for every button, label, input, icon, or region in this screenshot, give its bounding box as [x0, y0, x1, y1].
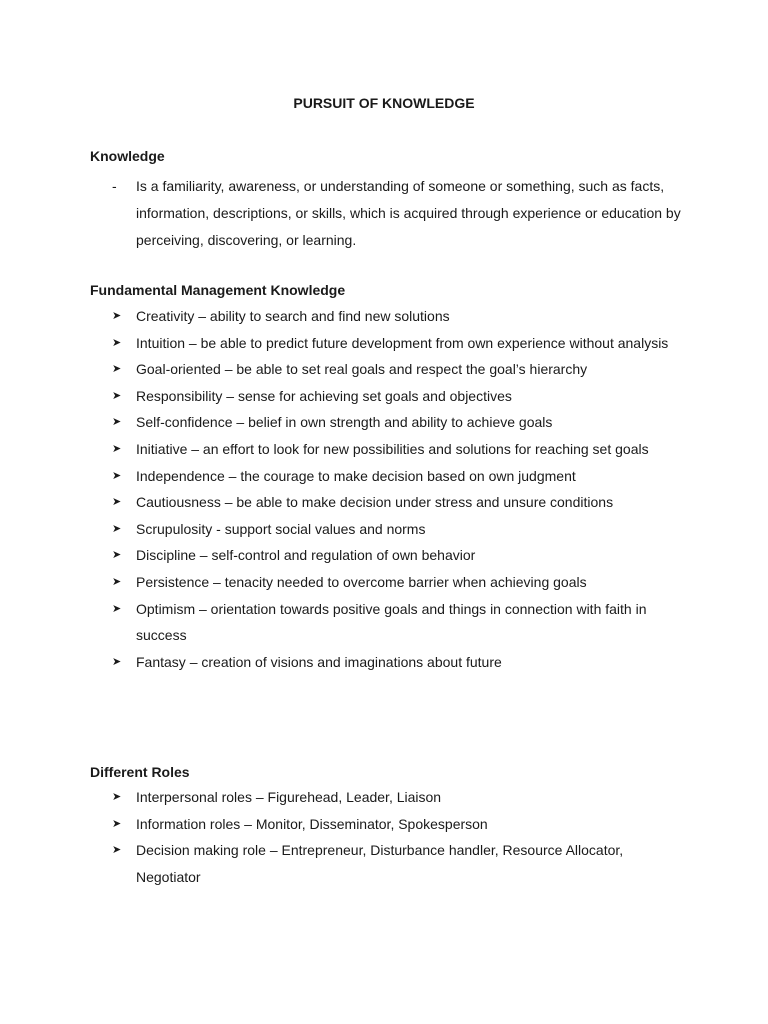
different-roles-list [90, 784, 690, 890]
heading-fundamental-management-knowledge: Fundamental Management Knowledge [90, 282, 346, 298]
arrow-bullet-icon: ➤ [112, 655, 122, 668]
list-item: ➤ Creativity – ability to search and find new solutions [90, 303, 690, 330]
list-item: ➤ Decision making role – Entrepreneur, Disturbance handler, Resource Allocator, Negotiator [90, 837, 690, 890]
arrow-bullet-icon: ➤ [112, 791, 122, 803]
list-item: ➤ Information roles – Monitor, Disseminator, Spokesperson [90, 811, 690, 838]
list-item: ➤ Discipline – self-control and regulation of own behavior [90, 542, 690, 569]
arrow-bullet-icon: ➤ [112, 336, 122, 349]
arrow-bullet-icon: ➤ [112, 469, 122, 482]
heading-different-roles: Different Roles [90, 764, 190, 780]
arrow-bullet-icon: ➤ [112, 442, 122, 455]
arrow-bullet-icon: ➤ [112, 575, 122, 588]
arrow-bullet-icon: ➤ [112, 817, 122, 830]
list-item: ➤ Interpersonal roles – Figurehead, Leader, Liaison [90, 784, 690, 811]
list-item: ➤ Initiative – an effort to look for new possibilities and solutions for reaching set goals [90, 436, 690, 463]
list-item: ➤ Intuition – be able to predict future development from own experience without analysis [90, 330, 690, 357]
heading-knowledge: Knowledge [90, 148, 165, 164]
list-item: ➤ Cautiousness – be able to make decision under stress and unsure conditions [90, 489, 690, 516]
list-item: ➤ Goal-oriented – be able to set real goals and respect the goal’s hierarchy [90, 356, 690, 383]
knowledge-definition [90, 173, 690, 254]
arrow-bullet-icon: ➤ [112, 363, 122, 376]
document-title: PURSUIT OF KNOWLEDGE [293, 95, 475, 111]
arrow-bullet-icon: ➤ [112, 416, 122, 429]
arrow-bullet-icon: ➤ [112, 844, 122, 857]
dash-marker: - [112, 178, 117, 194]
list-item: ➤ Optimism – orientation towards positive goals and things in connection with faith in success [90, 596, 690, 649]
arrow-bullet-icon: ➤ [112, 522, 122, 535]
list-item: ➤ Self-confidence – belief in own strength and ability to achieve goals [90, 409, 690, 436]
list-item: ➤ Fantasy – creation of visions and imaginations about future [90, 649, 690, 676]
fundamental-knowledge-list [90, 303, 690, 675]
arrow-bullet-icon: ➤ [112, 602, 122, 615]
arrow-bullet-icon: ➤ [112, 496, 122, 509]
list-item: ➤ Independence – the courage to make decision based on own judgment [90, 463, 690, 490]
list-item: ➤ Scrupulosity - support social values and norms [90, 516, 690, 543]
arrow-bullet-icon: ➤ [112, 389, 122, 402]
knowledge-definition-list [90, 173, 690, 254]
arrow-bullet-icon: ➤ [112, 310, 122, 322]
list-item: ➤ Responsibility – sense for achieving set goals and objectives [90, 383, 690, 410]
list-item: ➤ Persistence – tenacity needed to overcome barrier when achieving goals [90, 569, 690, 596]
knowledge-definition-text: Is a familiarity, awareness, or understanding of someone or something, such as facts, information, descriptions, or skills, which is acquired through experience or education by perceiving, discovering, or learning. [136, 178, 681, 248]
arrow-bullet-icon: ➤ [112, 549, 122, 562]
